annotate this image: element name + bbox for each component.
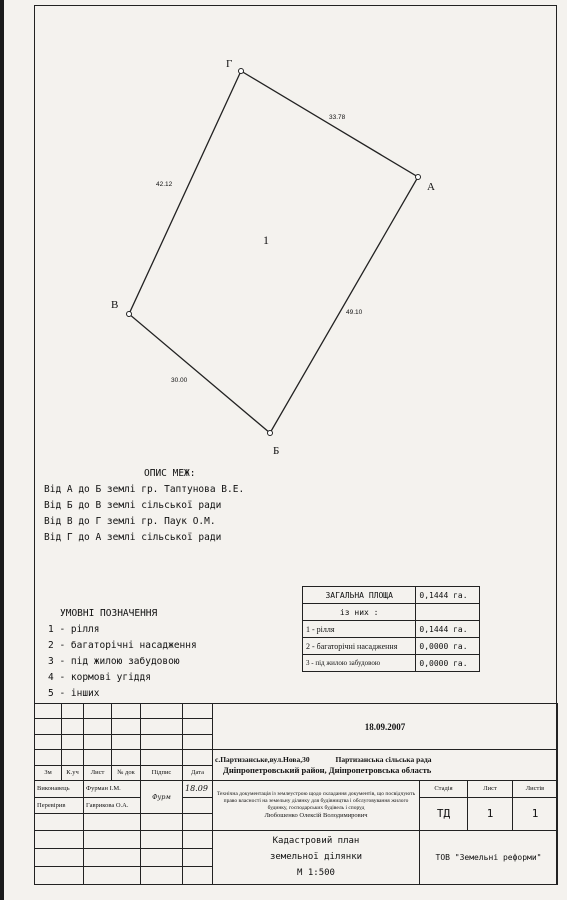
stage-label: Стадія [420,781,468,798]
doc-description [213,781,420,831]
boundary-line: Від Г до А землі сільської ради [44,532,222,543]
area-row-value: 0,0000 га. [416,638,480,655]
boundaries-title: ОПИС МЕЖ: [144,468,196,479]
boundaries-description [44,466,244,546]
area-row-value: 0,1444 га. [416,621,480,638]
total-area-value: 0,1444 га. [416,587,480,604]
header-doc-no: № док [112,765,141,780]
total-area-label: ЗАГАЛЬНА ПЛОЩА [303,587,416,604]
sheet-value: 1 [468,797,513,830]
area-row-label: 1 - рілля [303,621,416,638]
boundary-line: Від А до Б землі гр. Таптунова В.Е. [44,484,245,495]
stamp-date: 18.09.2007 [213,704,558,750]
area-row-label: 3 - під жилою забудовою [303,655,416,672]
stamp-address: с.Партизанське,вул.Нова,30 [215,754,310,764]
legend-title: УМОВНІ ПОЗНАЧЕННЯ [60,608,158,619]
area-row-value: 0,0000 га. [416,655,480,672]
performer-role: Виконавець [35,781,84,798]
point-label-v: В [111,299,119,311]
document-sheet [4,0,567,900]
point-label-g: Г [226,58,233,70]
stage-value: ТД [420,797,468,830]
header-date: Дата [183,765,213,780]
sign-date: 18.09 [183,781,213,798]
doc-desc-text: Технічна документація із землеустрою щодо складання документів, що посвідчують право власності на земельну ділянку для будівництва і обслуговування жилого будинку, господарських будівель і споруд [216,791,416,811]
legend-item: 3 - під жилою забудовою [48,656,180,667]
side-length-g-a: 33.78 [329,114,346,121]
title-block [34,703,557,885]
sheets-label: Листів [513,781,558,798]
header-zm: Зм [35,765,62,780]
parcel-number: 1 [263,233,269,247]
organization: ТОВ "Земельні реформи" [420,830,558,884]
legend [48,606,197,702]
side-length-b-v: 30.00 [171,377,188,384]
stamp-location [213,750,558,781]
side-length-a-b: 49.10 [346,309,363,316]
point-label-b: Б [273,445,280,457]
header-signature: Підпис [141,765,183,780]
header-kuch: К.уч [62,765,84,780]
sheet-label: Лист [468,781,513,798]
scale: М 1:500 [297,868,335,879]
of-which-label: із них : [303,604,416,621]
point-label-a: А [427,181,435,193]
vertex-a [416,175,421,180]
side-length-v-g: 42.12 [156,181,173,188]
doc-title-line2: земельної ділянки [269,852,363,863]
legend-item: 2 - багаторічні насадження [48,640,197,651]
vertex-v [127,312,132,317]
performer-name: Фурман І.М. [84,781,141,798]
signature: Фурм [141,781,183,814]
checker-role: Перевірив [35,797,84,814]
vertex-b [268,431,273,436]
legend-item: 1 - рілля [48,624,100,635]
header-lyst: Лист [84,765,112,780]
doc-title [213,830,420,884]
area-table [302,586,480,672]
sheets-value: 1 [513,797,558,830]
stamp-council: Партизанська сільська рада [335,754,432,764]
boundary-line: Від Б до В землі сільської ради [44,500,222,511]
checker-name: Гаврикова О.А. [84,797,141,814]
legend-item: 4 - кормові угіддя [48,672,151,683]
doc-title-line1: Кадастровий план [272,836,360,847]
stamp-region: Дніпропетровський район, Дніпропетровська область [223,764,432,775]
vertex-g [239,69,244,74]
area-row-label: 2 - багаторічні насадження [303,638,416,655]
legend-item: 5 - інших [48,688,100,699]
boundary-line: Від В до Г землі гр. Паук О.М. [44,516,216,527]
owner-name: Любошенко Олексій Володимирович [264,812,368,819]
